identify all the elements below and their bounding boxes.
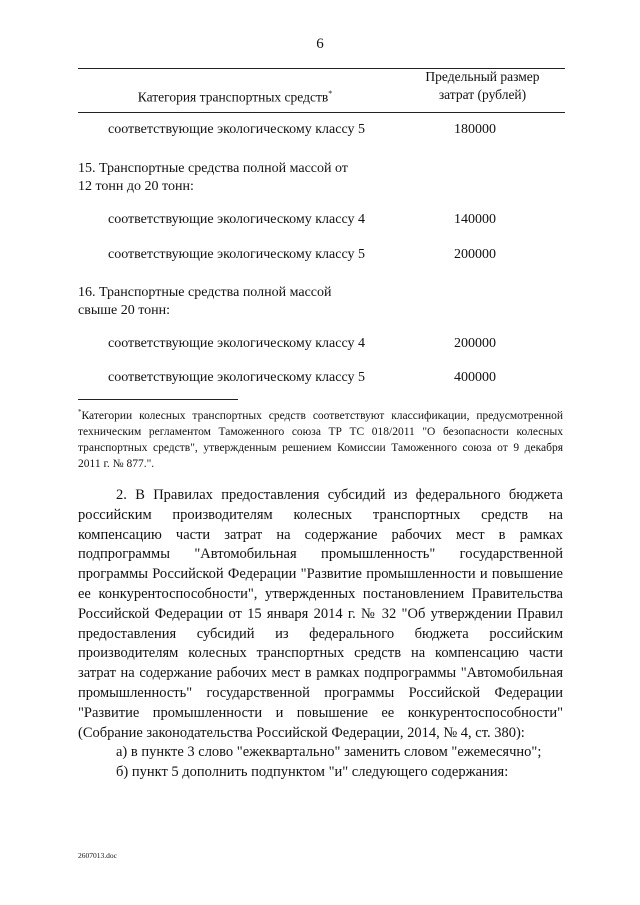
table-header-category-text: Категория транспортных средств: [137, 89, 329, 105]
amendment-paragraph: 2. В Правилах предоставления субсидий из федерального бюджета российским производителям колесных транспортных средств на компенсацию части затрат на содержание рабочих мест в рамках подпрограммы "Автомобильная промышленность" государственной программы Российской Федерации "Развитие промышленности и повышение ее конкурентоспособности", утвержденных постановлением Правительства Российской Федерации от 15 января 2014 г. № 32 "Об утверждении Правил предоставления субсидий из федерального бюджета российским производителям колесных транспортных средств на компенсацию части затрат на содержание рабочих мест в рамках подпрограммы "Автомобильная промышленность" государственной программы Российской Федерации "Развитие промышленности и повышение ее конкурентоспособности" (Собрание законодательства Российской Федерации, 2014, № 4, ст. 380):: [78, 487, 563, 741]
footnote-mark: *: [78, 408, 82, 416]
table-header-category: [115, 85, 355, 107]
footnote: [78, 404, 563, 472]
table-category: [78, 160, 398, 196]
table-row-value: 400000: [454, 370, 496, 385]
amendment-item-a: а) в пункте 3 слово "ежеквартально" заменить словом "ежемесячно";: [116, 744, 542, 761]
table-row-value: 200000: [454, 247, 496, 262]
table-row-value: 200000: [454, 336, 496, 351]
table-category-line1: 15. Транспортные средства полной массой от: [78, 161, 348, 176]
amendment-item-b: б) пункт 5 дополнить подпунктом "и" следующего содержания:: [116, 764, 509, 781]
document-id: 2607013.doc: [78, 851, 117, 860]
table-category-line2: свыше 20 тонн:: [78, 303, 171, 318]
table-header-limit-line2: затрат (рублей): [438, 87, 527, 102]
footnote-mark: *: [328, 89, 333, 98]
table-row-label: соответствующие экологическому классу 5: [108, 370, 365, 385]
table-row-label: соответствующие экологическому классу 5: [108, 247, 365, 262]
body-text: [78, 486, 563, 783]
table-header-limit-line1: Предельный размер: [425, 69, 540, 84]
page-number: 6: [316, 36, 324, 52]
table-row-label: соответствующие экологическому классу 4: [108, 336, 365, 351]
table-category: [78, 284, 398, 320]
table-row-value: 180000: [454, 122, 496, 137]
table-header-limit: [405, 68, 560, 104]
footnote-text: Категории колесных транспортных средств соответствуют классификации, предусмотренной техническим регламентом Таможенного союза ТР ТС 018/2011 "О безопасности колесных транспортных средств", утвержденным решением Комиссии Таможенного союза от 9 декабря 2011 г. № 877.".: [78, 409, 563, 470]
table-row-label: соответствующие экологическому классу 5: [108, 122, 365, 137]
table-header-rule: [78, 112, 565, 113]
table-category-line1: 16. Транспортные средства полной массой: [78, 285, 332, 300]
footnote-rule: [78, 399, 238, 400]
table-category-line2: 12 тонн до 20 тонн:: [78, 179, 194, 194]
table-row-value: 140000: [454, 212, 496, 227]
table-row-label: соответствующие экологическому классу 4: [108, 212, 365, 227]
